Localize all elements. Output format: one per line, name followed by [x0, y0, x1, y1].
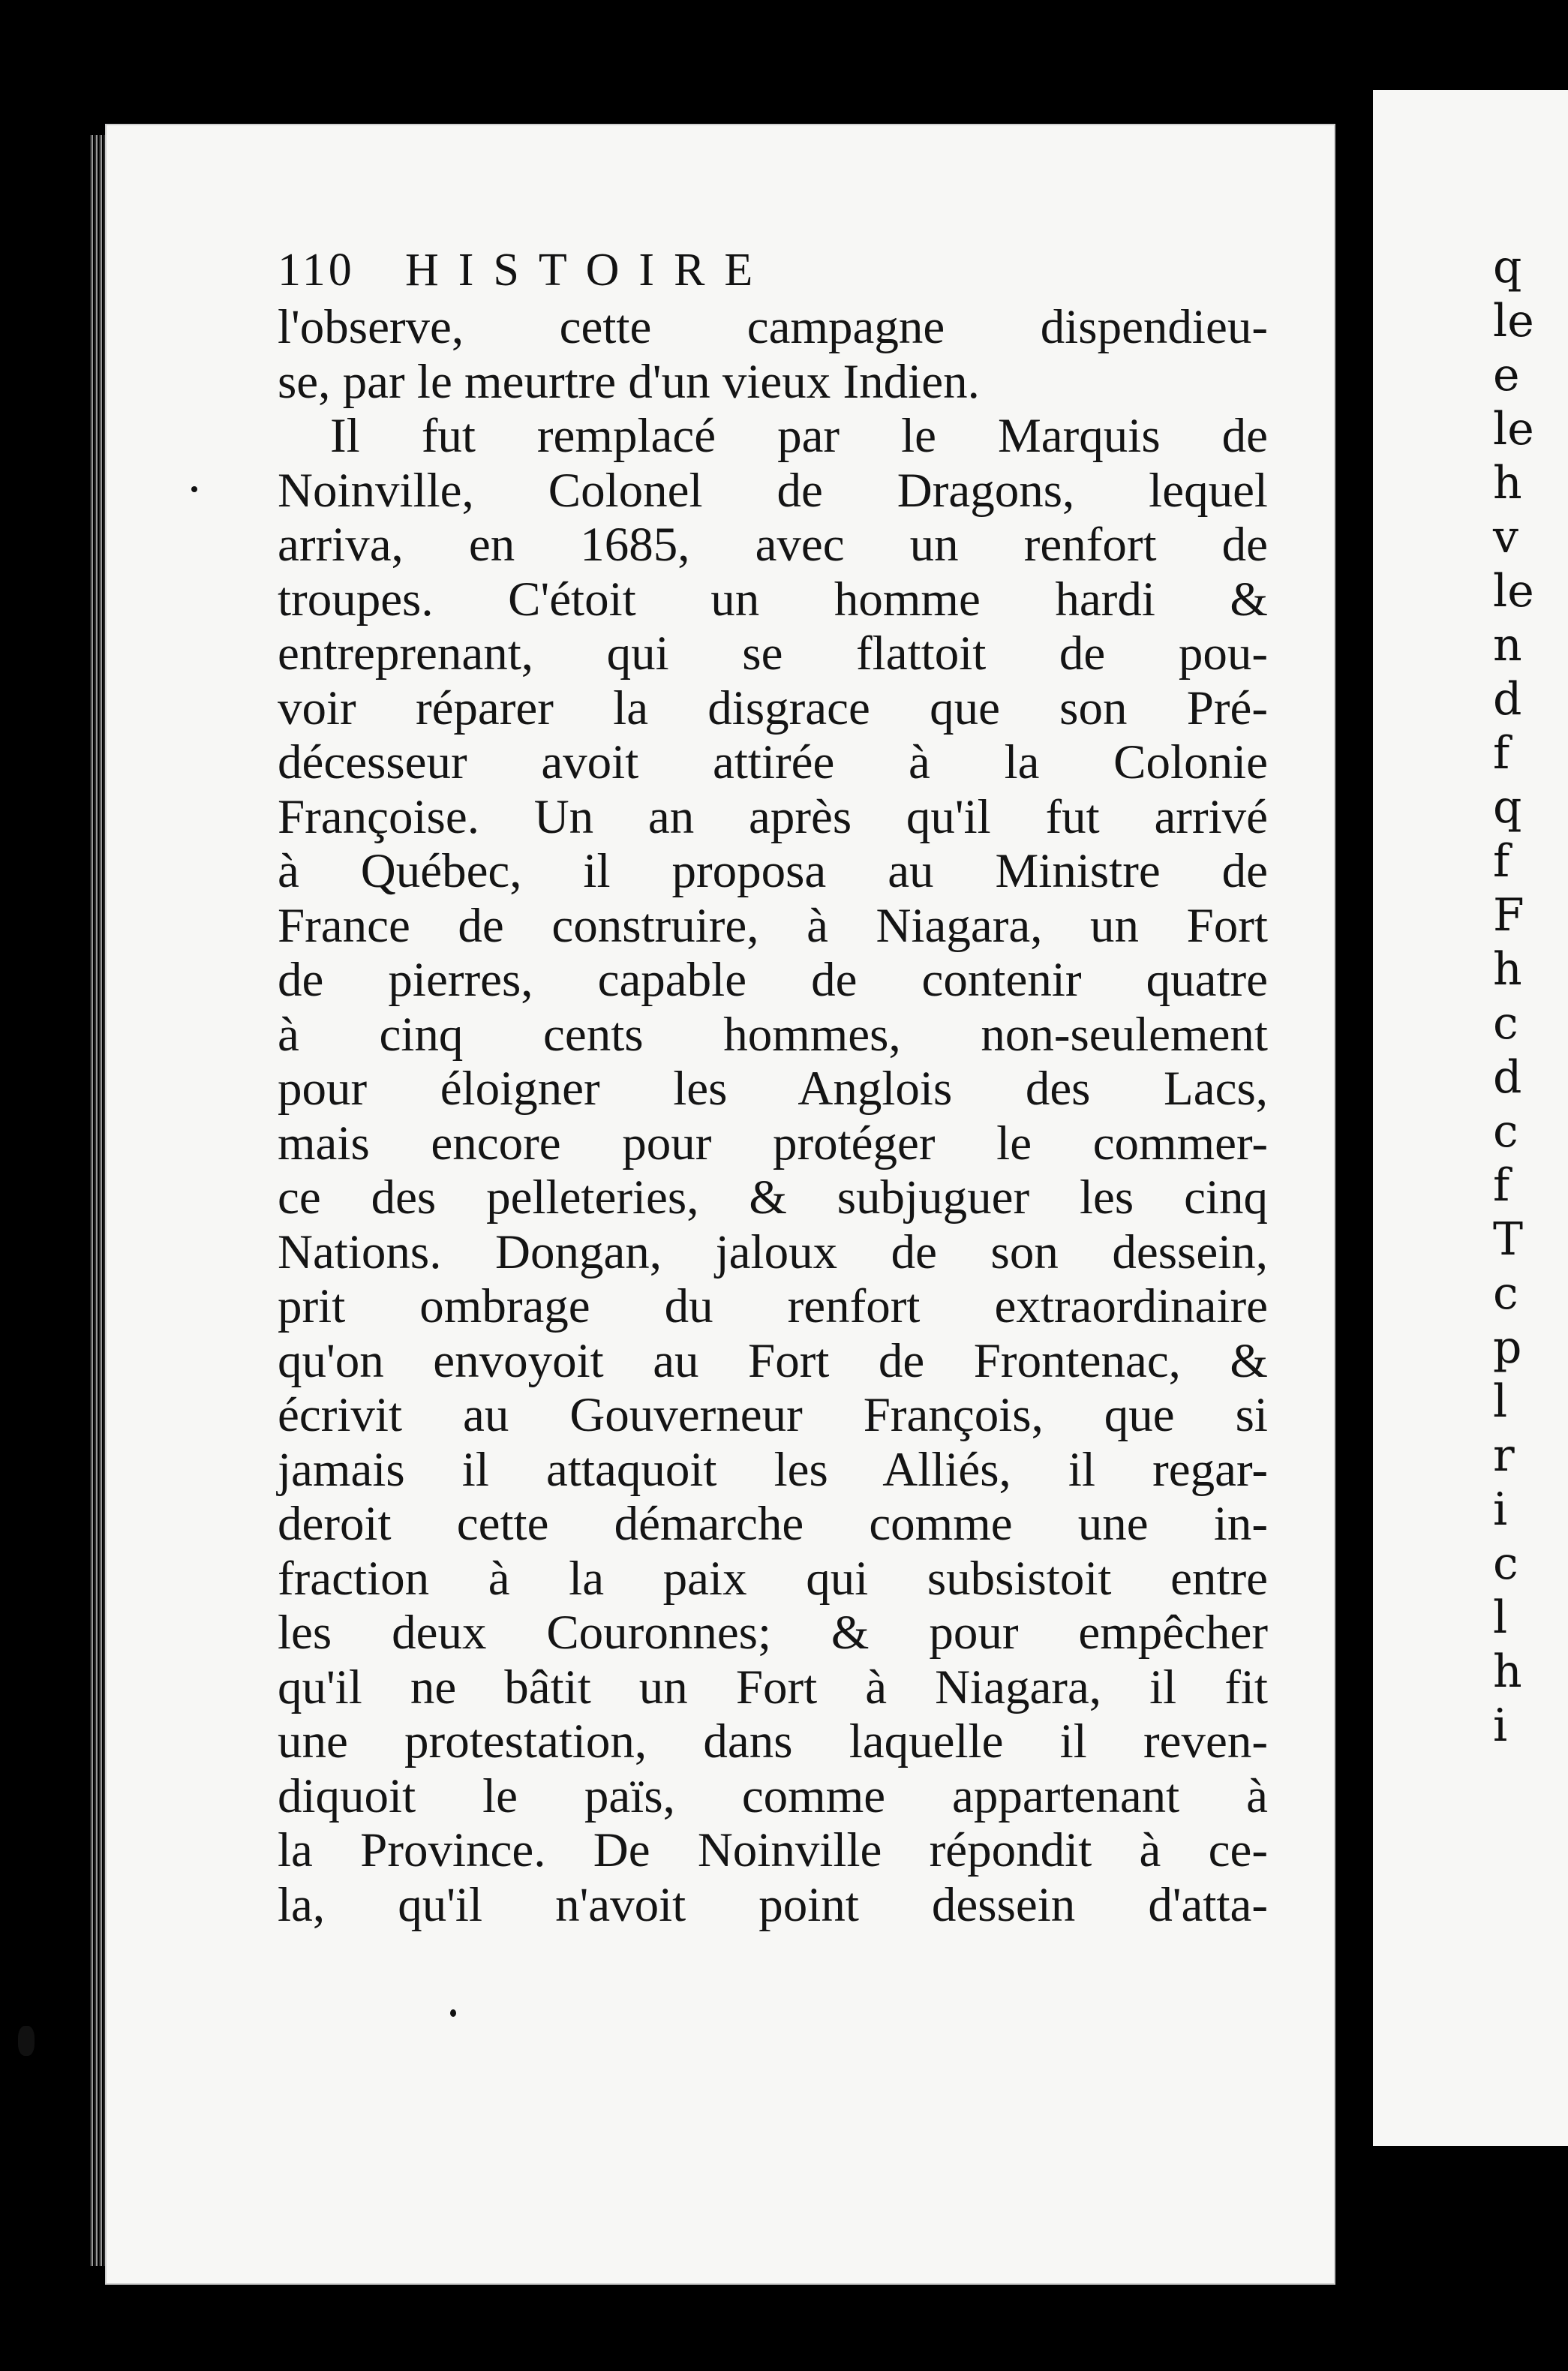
facing-line-fragment: p [1493, 1321, 1522, 1374]
text-line: voir réparer la disgrace que son Pré- [278, 681, 1268, 735]
facing-line-fragment: f [1493, 835, 1510, 888]
facing-line-fragment: h [1493, 943, 1522, 996]
facing-page-text-fragments [1493, 240, 1568, 1753]
text-line: Nations. Dongan, jaloux de son dessein, [278, 1225, 1268, 1279]
facing-line-fragment: e [1493, 349, 1520, 401]
text-line: qu'on envoyoit au Fort de Frontenac, & [278, 1333, 1268, 1388]
text-line: l'observe, cette campagne dispendieu- [278, 300, 1268, 354]
facing-line-fragment: n [1493, 619, 1522, 672]
facing-line-fragment: v [1493, 511, 1518, 563]
facing-line-fragment: c [1493, 1267, 1518, 1320]
text-line: diquoit le païs, comme appartenant à [278, 1768, 1268, 1823]
page-number: 110 [278, 245, 355, 296]
text-line: la, qu'il n'avoit point dessein d'atta- [278, 1877, 1268, 1932]
text-line: à Québec, il proposa au Ministre de [278, 844, 1268, 898]
text-line: de pierres, capable de contenir quatre [278, 953, 1268, 1007]
facing-line-fragment: l [1493, 1591, 1508, 1644]
facing-line-fragment: F [1493, 889, 1524, 942]
text-line: qu'il ne bâtit un Fort à Niagara, il fit [278, 1660, 1268, 1714]
text-line: écrivit au Gouverneur François, que si [278, 1388, 1268, 1442]
running-head-title: HISTOIRE [405, 245, 773, 296]
text-line: entreprenant, qui se flattoit de pou- [278, 627, 1268, 681]
facing-line-fragment: le [1493, 295, 1534, 347]
text-line: Françoise. Un an après qu'il fut arrivé [278, 789, 1268, 844]
text-line: se, par le meurtre d'un vieux Indien. [278, 354, 980, 409]
text-line: France de construire, à Niagara, un Fort [278, 898, 1268, 953]
text-line: arriva, en 1685, avec un renfort de [278, 518, 1268, 572]
facing-line-fragment: q [1493, 781, 1522, 834]
facing-line-fragment: c [1493, 997, 1518, 1050]
facing-line-fragment: T [1493, 1213, 1524, 1266]
text-line: les deux Couronnes; & pour empêcher [278, 1606, 1268, 1660]
facing-line-fragment: c [1493, 1537, 1518, 1590]
text-line: la Province. De Noinville répondit à ce- [278, 1823, 1268, 1877]
text-line: mais encore pour protéger le commer- [278, 1116, 1268, 1170]
text-line: fraction à la paix qui subsistoit entre [278, 1551, 1268, 1606]
text-line: Noinville, Colonel de Dragons, lequel [278, 463, 1268, 518]
text-line: jamais il attaquoit les Alliés, il regar- [278, 1442, 1268, 1497]
scan-speck [18, 2026, 35, 2056]
running-head [278, 244, 1253, 297]
facing-line-fragment: q [1493, 241, 1522, 293]
text-line: troupes. C'étoit un homme hardi & [278, 572, 1268, 627]
facing-line-fragment: i [1493, 1699, 1508, 1752]
text-line: décesseur avoit attirée à la Colonie [278, 735, 1268, 789]
text-line: pour éloigner les Anglois des Lacs, [278, 1062, 1268, 1116]
facing-line-fragment: c [1493, 1105, 1518, 1158]
scan-speck [191, 486, 197, 492]
body-text [278, 300, 1268, 1932]
book-page-right-partial [1373, 90, 1568, 2146]
text-line: Il fut remplacé par le Marquis de [330, 409, 1268, 463]
facing-line-fragment: f [1493, 1159, 1510, 1212]
facing-line-fragment: le [1493, 565, 1534, 618]
text-line: deroit cette démarche comme une in- [278, 1497, 1268, 1551]
facing-line-fragment: r [1493, 1429, 1515, 1482]
facing-line-fragment: f [1493, 727, 1510, 780]
facing-line-fragment: d [1493, 673, 1522, 726]
facing-line-fragment: h [1493, 1645, 1522, 1698]
text-line: prit ombrage du renfort extraordinaire [278, 1279, 1268, 1333]
facing-line-fragment: le [1493, 403, 1534, 455]
facing-line-fragment: l [1493, 1375, 1508, 1428]
facing-line-fragment: i [1493, 1483, 1508, 1536]
facing-line-fragment: h [1493, 457, 1522, 509]
text-line: à cinq cents hommes, non-seulement [278, 1007, 1268, 1062]
facing-line-fragment: d [1493, 1051, 1522, 1104]
text-line: ce des pelleteries, & subjuguer les cinq [278, 1170, 1268, 1225]
text-line: une protestation, dans laquelle il reven- [278, 1714, 1268, 1768]
scan-speck [450, 2009, 456, 2017]
